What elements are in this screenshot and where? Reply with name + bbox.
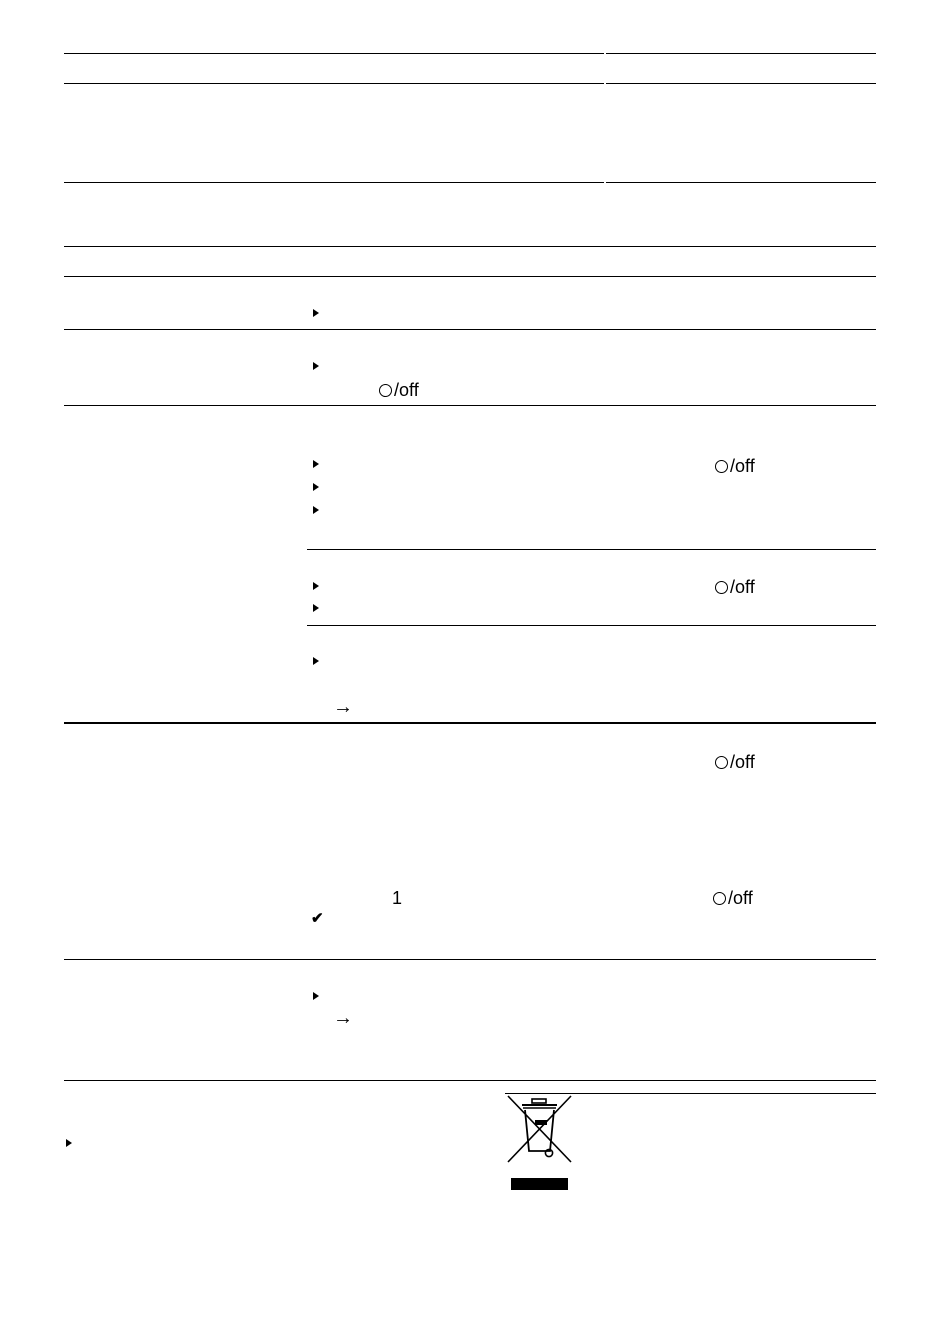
- arrow-right-icon: →: [333, 696, 353, 718]
- triangle-bullet-icon: [313, 460, 319, 468]
- triangle-bullet-icon: [313, 657, 319, 665]
- rule-4: [64, 246, 876, 247]
- rule-10: [64, 1080, 876, 1081]
- triangle-bullet-icon: [66, 1139, 72, 1147]
- triangle-bullet-icon: [313, 992, 319, 1000]
- off-label: /off: [715, 752, 755, 772]
- rule-2-right: [606, 83, 876, 84]
- crossed-out-wheeled-bin-icon: [505, 1094, 575, 1194]
- off-label: /off: [379, 380, 419, 400]
- triangle-bullet-icon: [313, 506, 319, 514]
- rule-sub-2: [307, 625, 876, 626]
- rule-5: [64, 276, 876, 277]
- standby-circle-icon: [715, 756, 728, 769]
- off-label: /off: [715, 577, 755, 597]
- triangle-bullet-icon: [313, 582, 319, 590]
- off-label: /off: [715, 456, 755, 476]
- triangle-bullet-icon: [313, 604, 319, 612]
- rule-top-right: [606, 53, 876, 54]
- off-label: /off: [713, 888, 753, 908]
- standby-circle-icon: [713, 892, 726, 905]
- standby-circle-icon: [715, 460, 728, 473]
- rule-8: [64, 722, 876, 724]
- rule-9: [64, 959, 876, 960]
- rule-6: [64, 329, 876, 330]
- rule-2-left: [64, 83, 604, 84]
- rule-3-left: [64, 182, 604, 183]
- rule-top-left: [64, 53, 604, 54]
- arrow-right-icon: →: [333, 1007, 353, 1029]
- triangle-bullet-icon: [313, 483, 319, 491]
- rule-sub-1: [307, 549, 876, 550]
- rule-3-right: [606, 182, 876, 183]
- standby-circle-icon: [715, 581, 728, 594]
- triangle-bullet-icon: [313, 309, 319, 317]
- rule-7: [64, 405, 876, 406]
- standby-circle-icon: [379, 384, 392, 397]
- number-one: 1: [392, 888, 403, 908]
- checkmark-icon: ✔: [311, 910, 324, 927]
- triangle-bullet-icon: [313, 362, 319, 370]
